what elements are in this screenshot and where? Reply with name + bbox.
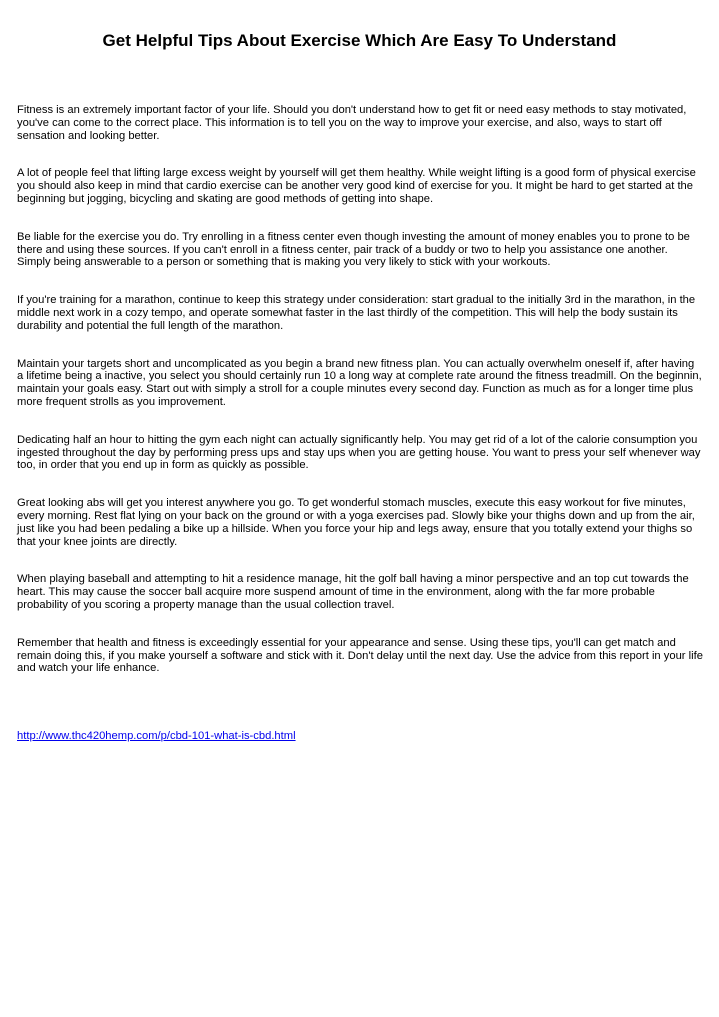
paragraph: Remember that health and fitness is exceedingly essential for your appearance and sense. Using these tips, you'll can get match and remain doing this, if you make yourself a software and stick with it. Don't delay until the next day. Use the advice from this report in your life and watch your life enhance. — [17, 636, 703, 675]
source-link[interactable]: http://www.thc420hemp.com/p/cbd-101-what-is-cbd.html — [17, 730, 296, 743]
paragraph: A lot of people feel that lifting large excess weight by yourself will get them healthy. While weight lifting is a good form of physical exercise you should also keep in mind that cardio exercise can be another very good kind of exercise for you. It might be hard to get started at the beginning but jogging, bicycling and skating are good methods of getting into shape. — [17, 167, 696, 205]
document-title: Get Helpful Tips About Exercise Which Are Easy To Understand — [102, 31, 617, 50]
paragraph: Fitness is an extremely important factor of your life. Should you don't understand how to get fit or need easy methods to stay motivated, you've can come to the correct place. This information is to tell you on the way to improve your exercise, and also, ways to start off sensation and looking better. — [17, 104, 687, 142]
paragraph: When playing baseball and attempting to hit a residence manage, hit the golf ball having a minor perspective and an top cut towards the heart. This may cause the soccer ball acquire more suspend amount of time in the environment, along with the far more probable probability of you scoring a property manage than the usual collection travel. — [17, 573, 689, 611]
paragraph: Be liable for the exercise you do. Try enrolling in a fitness center even though investing the amount of money enables you to prone to be there and using these sources. If you can't enroll in a fitness center, pair track of a buddy or two to help you assistance one another. Simply being answerable to a person or something that is making you very likely to stick with your workouts. — [17, 230, 690, 269]
paragraph: If you're training for a marathon, continue to keep this strategy under consideration: start gradual to the initially 3rd in the marathon, in the middle next work in a cozy tempo, and operate somewhat faster in the last thirdly of the competition. This will help the body sustain its durability and potential the full length of the marathon. — [17, 294, 696, 332]
paragraph: Dedicating half an hour to hitting the gym each night can actually significantly help. You may get rid of a lot of the calorie consumption you ingested throughout the day by performing press ups and stay ups when you are getting house. You want to press your self whenever way too, in order that you end up in form as quickly as possible. — [17, 433, 701, 472]
paragraph: Great looking abs will get you interest anywhere you go. To get wonderful stomach muscles, execute this easy workout for five minutes, every morning. Rest flat lying on your back on the ground or with a yoga exercises pad. Slowly bike your thighs down and up from the air, just like you had been pedaling a bike up a hillside. When you force your hip and legs away, ensure that you totally extend your thighs so that your knee joints are directly. — [17, 497, 695, 548]
document-body — [17, 104, 703, 744]
paragraph: Maintain your targets short and uncomplicated as you begin a brand new fitness plan. You can actually overwhelm oneself if, after having a lifetime being a inactive, you select you should certainly run 10 a long way at complete rate around the fitness treadmill. On the beginnin, maintain your goals easy. Start out with simply a stroll for a couple minutes every second day. Function as much as for a longer time plus more frequent strolls as you improvement. — [17, 357, 702, 408]
